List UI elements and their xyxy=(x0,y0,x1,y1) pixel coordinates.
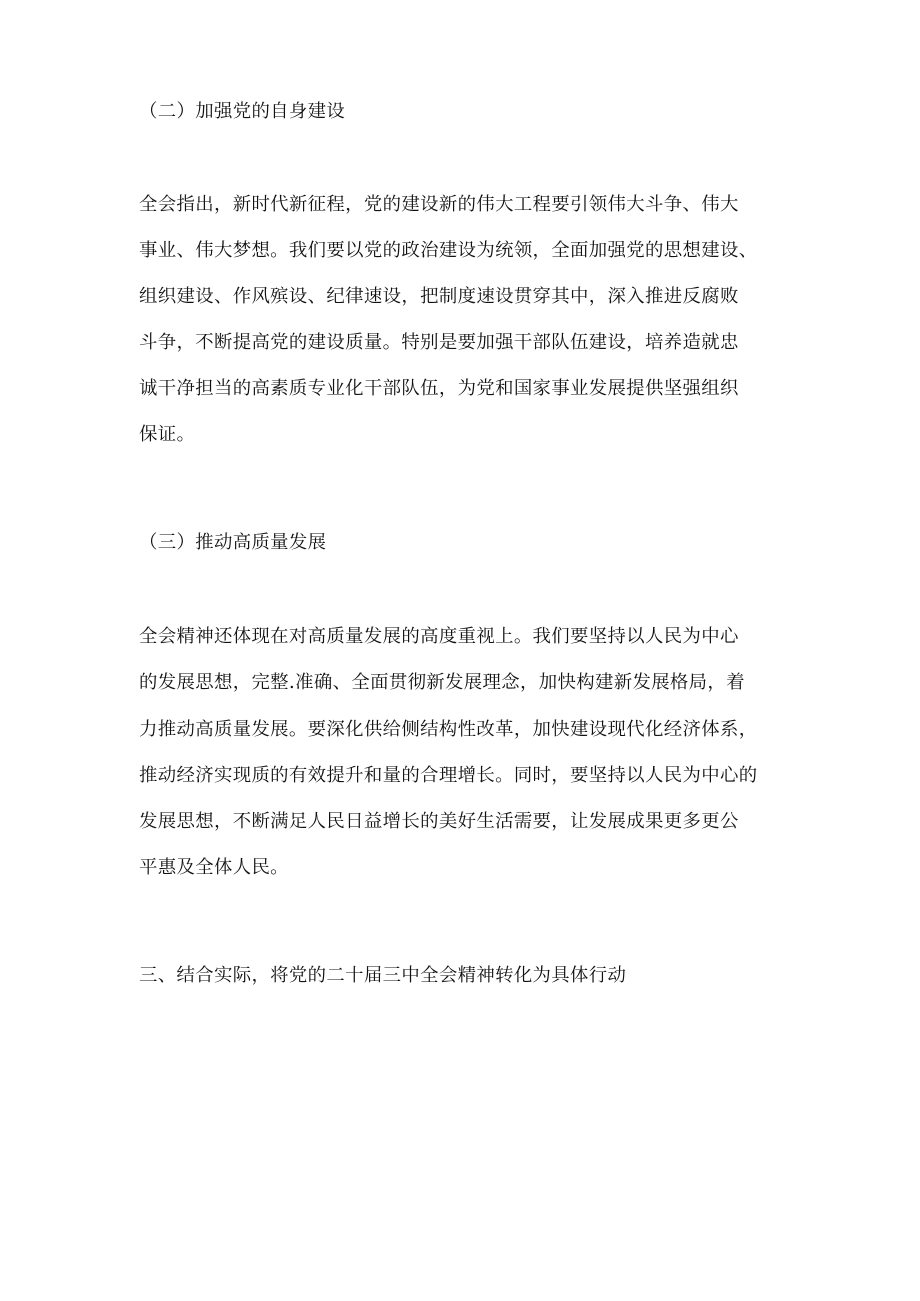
paragraph-line: 斗争，不断提高党的建设质量。特别是要加强干部队伍建设，培养造就忠 xyxy=(139,332,739,353)
paragraph-line: 事业、伟大梦想。我们要以党的政治建设为统领，全面加强党的思想建设、 xyxy=(139,240,758,261)
paragraph-line: 全会精神还体现在对高质量发展的高度重视上。我们要坚持以人民为中心 xyxy=(139,626,739,647)
section-heading-2: （二）加强党的自身建设 xyxy=(139,101,346,122)
paragraph-line: 的发展思想，完整.准确、全面贯彻新发展理念，加快构建新发展格局，着 xyxy=(139,672,745,693)
paragraph-line: 保证。 xyxy=(139,424,196,445)
paragraph-line: 诚干净担当的高素质专业化干部队伍，为党和国家事业发展提供坚强组织 xyxy=(139,378,739,399)
paragraph-line: 组织建设、作风殡设、纪律速设，把制度速设贯穿其中，深入推进反腐败 xyxy=(139,286,739,307)
paragraph-line: 力推动高质量发展。要深化供给侧结构性改革，加快建设现代化经济体系， xyxy=(139,719,758,740)
paragraph-line: 平惠及全体人民。 xyxy=(139,857,289,878)
section-heading-3: （三）推动高质量发展 xyxy=(139,532,327,553)
paragraph-line: 发展思想，不断满足人民日益增长的美好生活需要，让发展成果更多更公 xyxy=(139,811,739,832)
paragraph-line: 推动经济实现质的有效提升和量的合理增长。同时，要坚持以人民为中心的 xyxy=(139,765,758,786)
section-three-title: 三、结合实际，将党的二十届三中全会精神转化为具体行动 xyxy=(139,965,627,986)
paragraph-line: 全会指出，新时代新征程，党的建设新的伟大工程要引领伟大斗争、伟大 xyxy=(139,194,739,215)
